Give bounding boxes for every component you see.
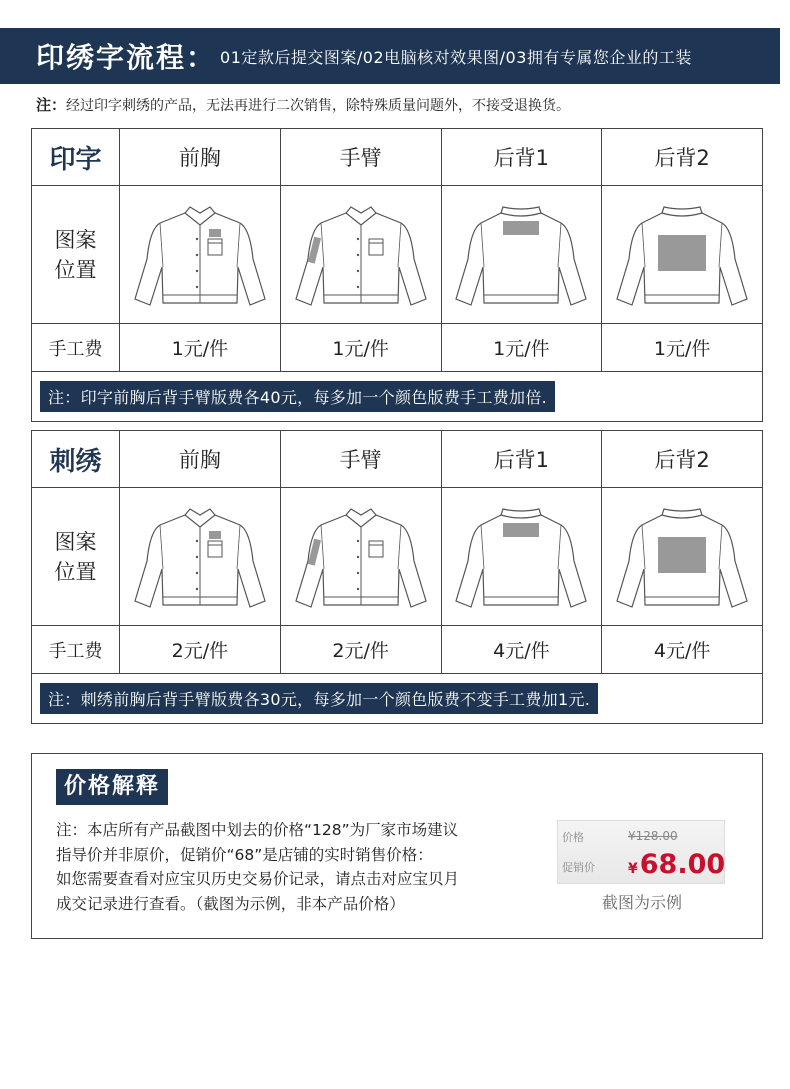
print-fee-arm: 1元/件 — [280, 324, 441, 372]
print-fee-row — [32, 324, 763, 372]
embroidery-title: 刺绣 — [32, 431, 120, 488]
banner-steps: 01定款后提交图案/02电脑核对效果图/03拥有专属您企业的工装 — [220, 47, 692, 67]
embroidery-back1-cell — [441, 488, 602, 626]
jacket-front-chest-icon — [130, 497, 270, 617]
return-policy-note — [36, 94, 570, 115]
jacket-back-full-icon — [612, 497, 752, 617]
note-lead: 注： — [36, 96, 67, 114]
jacket-arm-icon — [291, 497, 431, 617]
embroidery-note-cell — [32, 674, 763, 724]
pic-label-line1: 图案 — [54, 227, 97, 252]
note-text: 经过印字刺绣的产品，无法再进行二次销售，除特殊质量问题外，不接受退换货。 — [66, 98, 571, 114]
print-title: 印字 — [32, 129, 120, 186]
jacket-front-chest-icon — [130, 195, 270, 315]
embroidery-back2-cell — [602, 488, 763, 626]
print-col-front: 前胸 — [120, 129, 281, 186]
print-note: 注：印字前胸后背手臂版费各40元，每多加一个颜色版费手工费加倍. — [40, 381, 555, 412]
print-note-cell — [32, 372, 763, 422]
embroidery-note: 注：刺绣前胸后背手臂版费各30元，每多加一个颜色版费不变手工费加1元. — [40, 683, 598, 714]
print-fee-back1: 1元/件 — [441, 324, 602, 372]
embroidery-pic-label — [32, 488, 120, 626]
print-arm-cell — [280, 186, 441, 324]
print-table — [31, 128, 763, 422]
price-line: 成交记录进行查看。（截图为示例，非本产品价格） — [56, 894, 405, 913]
banner-title: 印绣字流程： — [36, 41, 217, 74]
embroidery-fee-front: 2元/件 — [120, 626, 281, 674]
embroidery-fee-label: 手工费 — [32, 626, 120, 674]
price-line: 指导价并非原价，促销价“68”是店铺的实时销售价格： — [56, 845, 433, 864]
embroidery-fee-arm: 2元/件 — [280, 626, 441, 674]
embroidery-arm-cell — [280, 488, 441, 626]
price-line: 注：本店所有产品截图中划去的价格“128”为厂家市场建议 — [56, 821, 459, 839]
print-col-arm: 手臂 — [280, 129, 441, 186]
print-back1-cell — [441, 186, 602, 324]
jacket-arm-icon — [291, 195, 431, 315]
pic-label-line1: 图案 — [54, 529, 97, 554]
embroidery-front-cell — [120, 488, 281, 626]
price-demo-screenshot — [557, 820, 725, 884]
embroidery-fee-row — [32, 626, 763, 674]
pic-label-line2: 位置 — [54, 559, 97, 584]
print-fee-back2: 1元/件 — [602, 324, 763, 372]
demo-sale-amount: 68.00 — [639, 849, 726, 880]
demo-caption: 截图为示例 — [602, 893, 683, 912]
embroidery-fee-back1: 4元/件 — [441, 626, 602, 674]
embroidery-fee-back2: 4元/件 — [602, 626, 763, 674]
print-note-row — [32, 372, 763, 422]
print-back2-cell — [602, 186, 763, 324]
demo-sale-price — [628, 849, 725, 880]
jacket-back-upper-icon — [451, 497, 591, 617]
embroidery-col-front: 前胸 — [120, 431, 281, 488]
jacket-back-full-icon — [612, 195, 752, 315]
print-pic-label — [32, 186, 120, 324]
price-explanation-box — [31, 753, 763, 939]
print-fee-front: 1元/件 — [120, 324, 281, 372]
embroidery-pic-row — [32, 488, 763, 626]
demo-sale-label: 促销价 — [562, 861, 595, 874]
price-line: 如您需要查看对应宝贝历史交易价记录，请点击对应宝贝月 — [56, 870, 460, 888]
embroidery-table — [31, 430, 763, 724]
demo-orig-price: ¥128.00 — [628, 829, 678, 843]
embroidery-header-row — [32, 431, 763, 488]
print-header-row — [32, 129, 763, 186]
embroidery-col-arm: 手臂 — [280, 431, 441, 488]
print-col-back2: 后背2 — [602, 129, 763, 186]
price-title: 价格解释 — [56, 769, 168, 805]
pic-label-line2: 位置 — [54, 257, 97, 282]
embroidery-note-row — [32, 674, 763, 724]
print-front-cell — [120, 186, 281, 324]
price-explanation-text — [56, 818, 556, 916]
embroidery-col-back2: 后背2 — [602, 431, 763, 488]
print-col-back1: 后背1 — [441, 129, 602, 186]
embroidery-col-back1: 后背1 — [441, 431, 602, 488]
header-banner — [0, 28, 780, 84]
demo-sale-currency: ¥ — [628, 861, 638, 877]
print-fee-label: 手工费 — [32, 324, 120, 372]
jacket-back-upper-icon — [451, 195, 591, 315]
print-pic-row — [32, 186, 763, 324]
demo-orig-label: 价格 — [562, 831, 584, 844]
